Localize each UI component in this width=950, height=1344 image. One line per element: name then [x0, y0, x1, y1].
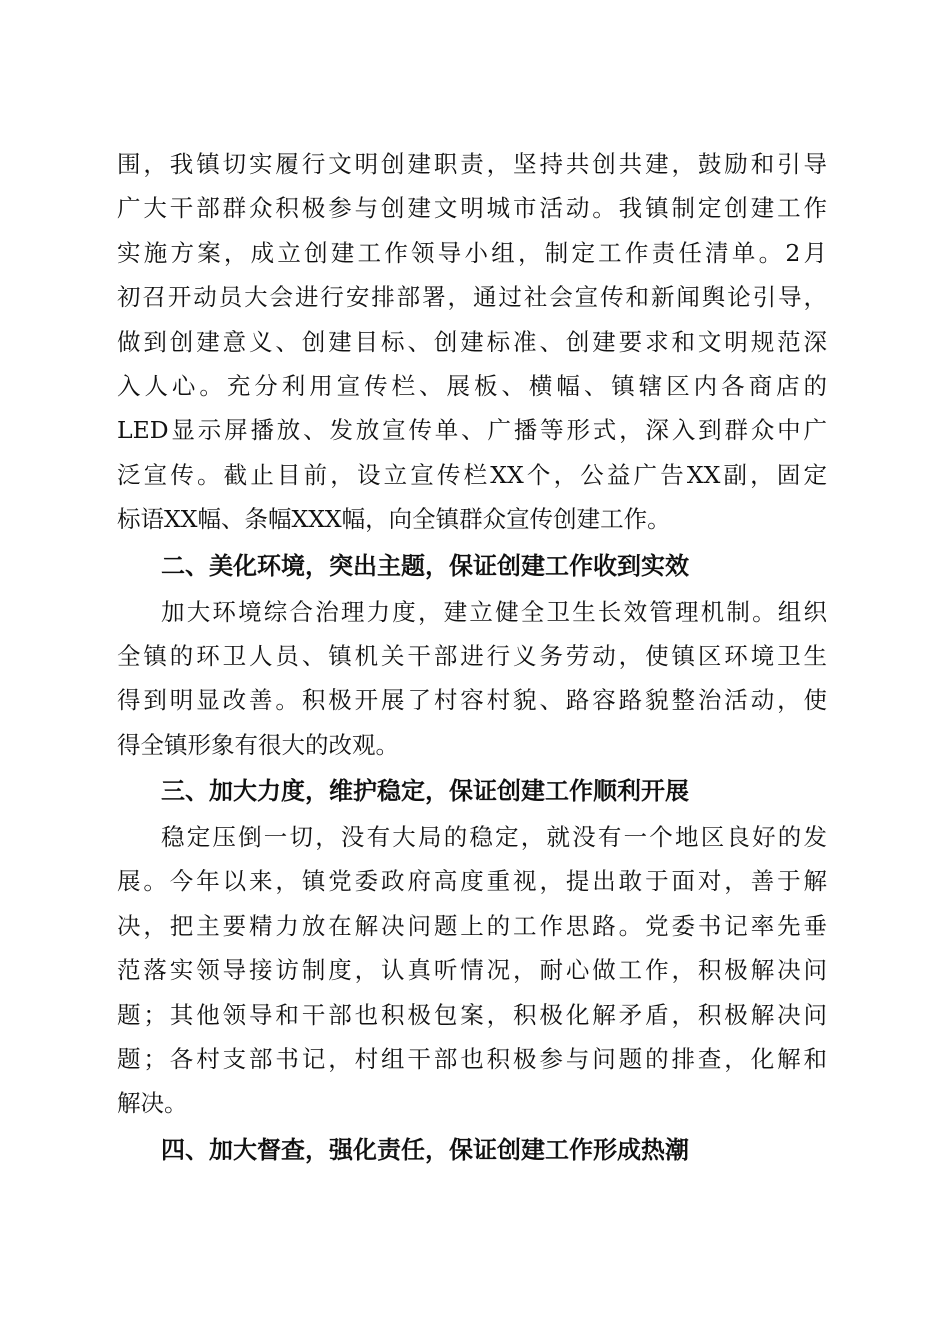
text-line: 稳定压倒一切，没有大局的稳定，就没有一个地区良好的发 [161, 823, 827, 852]
text-line: 加大环境综合治理力度，建立健全卫生长效管理机制。组织 [161, 597, 827, 626]
text-line: 题；各村支部书记，村组干部也积极参与问题的排查，化解和 [117, 1045, 827, 1074]
text-line: 实施方案，成立创建工作领导小组，制定工作责任清单。2月 [117, 238, 827, 267]
text-line: 标语XX幅、条幅XXX幅，向全镇群众宣传创建工作。 [117, 505, 671, 534]
text-line: 范落实领导接访制度，认真听情况，耐心做工作，积极解决问 [117, 956, 827, 985]
paragraph-section-3 [117, 815, 827, 1126]
text-line: 题；其他领导和干部也积极包案，积极化解矛盾，积极解决问 [117, 1000, 827, 1029]
paragraph-intro [117, 142, 827, 542]
text-line: 全镇的环卫人员、镇机关干部进行义务劳动，使镇区环境卫生 [117, 641, 827, 670]
section-heading-4: 四、加大督查，强化责任，保证创建工作形成热潮 [161, 1135, 689, 1164]
text-line: 得到明显改善。积极开展了村容村貌、路容路貌整治活动，使 [117, 686, 827, 715]
document-body [117, 142, 827, 1174]
text-line: 围，我镇切实履行文明创建职责，坚持共创共建，鼓励和引导 [117, 150, 827, 178]
text-line: 泛宣传。截止目前，设立宣传栏XX个，公益广告XX副，固定 [117, 460, 827, 489]
text-line: LED显示屏播放、发放宣传单、广播等形式，深入到群众中广 [117, 416, 827, 445]
text-line: 广大干部群众积极参与创建文明城市活动。我镇制定创建工作 [117, 194, 827, 223]
text-line: 入人心。充分利用宣传栏、展板、横幅、镇辖区内各商店的 [117, 371, 827, 400]
section-heading-3: 三、加大力度，维护稳定，保证创建工作顺利开展 [161, 777, 689, 806]
text-line: 得全镇形象有很大的改观。 [117, 730, 399, 759]
text-line: 初召开动员大会进行安排部署，通过社会宣传和新闻舆论引导， [117, 283, 827, 312]
text-line: 决，把主要精力放在解决问题上的工作思路。党委书记率先垂 [117, 911, 827, 940]
text-line: 解决。 [117, 1089, 188, 1118]
paragraph-section-2 [117, 590, 827, 768]
section-heading-2: 二、美化环境，突出主题，保证创建工作收到实效 [161, 551, 689, 580]
text-line: 做到创建意义、创建目标、创建标准、创建要求和文明规范深 [117, 327, 827, 356]
text-line: 展。今年以来，镇党委政府高度重视，提出敢于面对，善于解 [117, 867, 827, 896]
